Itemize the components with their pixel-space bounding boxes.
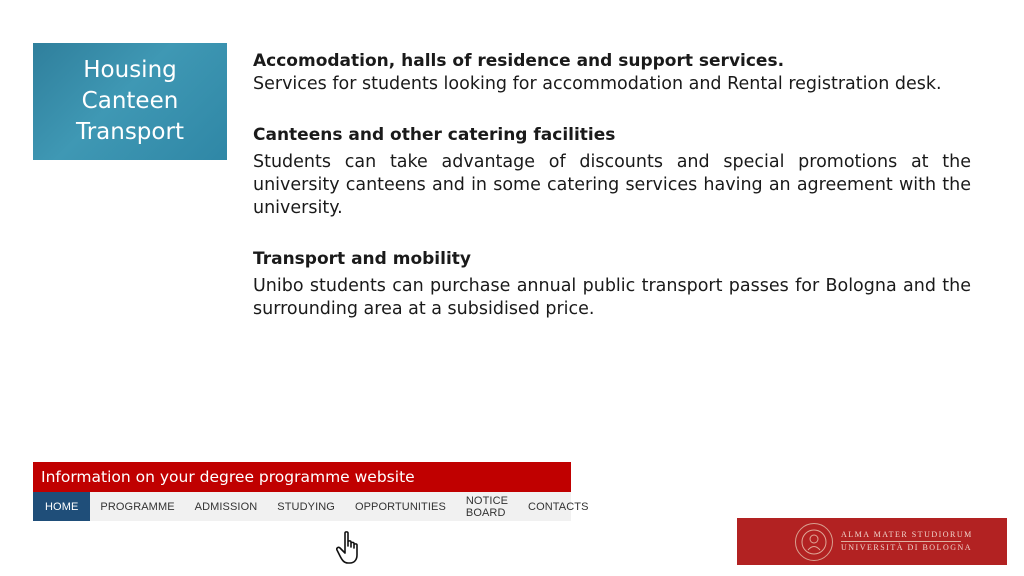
section-body: Services for students looking for accommodation and Rental registration desk. <box>253 74 942 94</box>
section-body: Unibo students can purchase annual public transport passes for Bologna and the surrounding area at a subsidised price. <box>253 276 971 319</box>
website-nav-bar <box>33 492 589 521</box>
nav-item-contacts[interactable]: CONTACTS <box>528 500 589 513</box>
topic-title-box <box>33 43 227 160</box>
logo-wordmark <box>841 530 973 553</box>
nav-item-admission[interactable]: ADMISSION <box>194 500 258 513</box>
info-banner: Information on your degree programme website <box>33 462 571 492</box>
section-transport <box>253 248 971 321</box>
section-heading: Canteens and other catering facilities <box>253 125 616 145</box>
logo-line-2: UNIVERSITÀ DI BOLOGNA <box>841 543 973 552</box>
title-line-housing: Housing <box>83 57 177 83</box>
logo-line-1: ALMA MATER STUDIORUM <box>841 530 973 539</box>
nav-item-home[interactable]: HOME <box>33 492 90 521</box>
section-heading: Accomodation, halls of residence and support services. <box>253 51 785 71</box>
nav-item-notice-board[interactable]: NOTICE BOARD <box>465 494 509 519</box>
section-body: Students can take advantage of discounts and special promotions at the university canteens and in some catering services having an agreement with the university. <box>253 152 971 218</box>
nav-item-studying[interactable]: STUDYING <box>277 500 335 513</box>
hand-pointer-icon <box>336 530 368 566</box>
title-line-canteen: Canteen <box>81 88 179 114</box>
nav-item-opportunities[interactable]: OPPORTUNITIES <box>354 500 446 513</box>
university-logo <box>737 518 1007 565</box>
section-canteens <box>253 124 971 220</box>
content-area <box>253 50 971 349</box>
section-accommodation <box>253 50 971 96</box>
title-line-transport: Transport <box>76 119 184 145</box>
nav-item-programme[interactable]: PROGRAMME <box>100 500 175 513</box>
university-seal-icon <box>795 523 833 561</box>
section-heading: Transport and mobility <box>253 249 471 269</box>
